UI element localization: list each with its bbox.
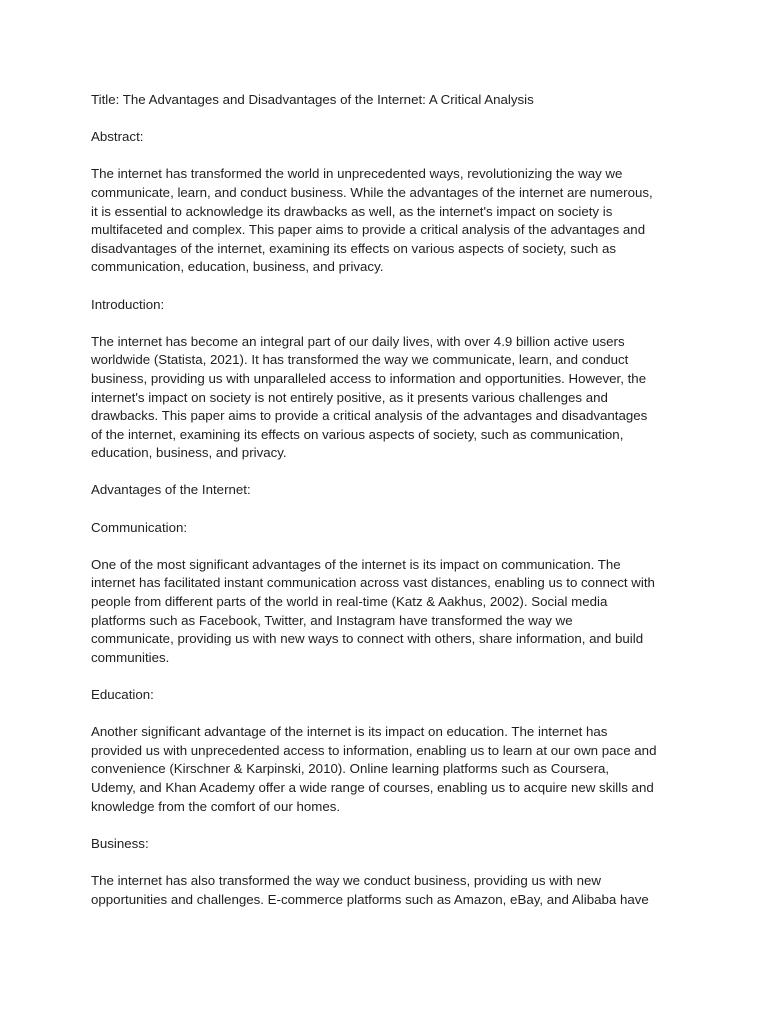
abstract-line: it is essential to acknowledge its drawbacks as well, as the internet's impact on society is — [91, 203, 613, 219]
document-title: Title: The Advantages and Disadvantages of the Internet: A Critical Analysis — [91, 92, 534, 107]
introduction-line: internet's impact on society is not entirely positive, as it presents various challenges and — [91, 389, 608, 405]
education-line: knowledge from the comfort of our homes. — [91, 798, 341, 814]
communication-line: people from different parts of the world in real-time (Katz & Aakhus, 2002). Social media — [91, 594, 608, 610]
education-line: Another significant advantage of the internet is its impact on education. The internet has — [91, 724, 608, 740]
abstract-paragraph — [91, 165, 691, 277]
introduction-line: drawbacks. This paper aims to provide a critical analysis of the advantages and disadvantages — [91, 408, 648, 424]
communication-line: platforms such as Facebook, Twitter, and Instagram have transformed the way we — [91, 612, 573, 628]
introduction-heading: Introduction: — [91, 296, 165, 312]
business-paragraph — [91, 872, 691, 909]
communication-line: One of the most significant advantages of the internet is its impact on communication. The — [91, 556, 621, 572]
business-line: The internet has also transformed the way we conduct business, providing us with new — [91, 872, 601, 888]
communication-line: communicate, providing us with new ways to connect with others, share information, and build — [91, 631, 644, 647]
document-body — [91, 91, 691, 928]
business-heading: Business: — [91, 835, 149, 851]
abstract-heading: Abstract: — [91, 129, 144, 145]
introduction-line: of the internet, examining its effects on various aspects of society, such as communication, — [91, 426, 624, 442]
introduction-line: education, business, and privacy. — [91, 445, 287, 461]
education-paragraph — [91, 723, 691, 816]
abstract-line: The internet has transformed the world in unprecedented ways, revolutionizing the way we — [91, 166, 623, 182]
abstract-line: communicate, learn, and conduct business. While the advantages of the internet are numerous, — [91, 184, 653, 200]
communication-heading: Communication: — [91, 519, 188, 535]
introduction-line: worldwide (Statista, 2021). It has transformed the way we communicate, learn, and conduct — [91, 352, 629, 368]
abstract-line: multifaceted and complex. This paper aims to provide a critical analysis of the advantages and — [91, 222, 646, 238]
communication-line: internet has facilitated instant communication across vast distances, enabling us to connect with — [91, 575, 655, 591]
abstract-line: disadvantages of the internet, examining its effects on various aspects of society, such as — [91, 240, 617, 256]
introduction-paragraph — [91, 333, 691, 463]
education-heading: Education: — [91, 687, 154, 702]
communication-line: communities. — [91, 649, 170, 665]
communication-paragraph — [91, 556, 691, 668]
education-line: convenience (Kirschner & Karpinski, 2010). Online learning platforms such as Coursera, — [91, 761, 610, 777]
introduction-line: business, providing us with unparalleled access to information and opportunities. However, the — [91, 370, 647, 386]
introduction-line: The internet has become an integral part of our daily lives, with over 4.9 billion active users — [91, 333, 625, 349]
business-line: opportunities and challenges. E-commerce platforms such as Amazon, eBay, and Alibaba have — [91, 891, 649, 907]
advantages-heading: Advantages of the Internet: — [91, 482, 251, 498]
education-line: provided us with unprecedented access to information, enabling us to learn at our own pace and — [91, 742, 657, 758]
abstract-line: communication, education, business, and privacy. — [91, 259, 384, 275]
education-line: Udemy, and Khan Academy offer a wide range of courses, enabling us to acquire new skills and — [91, 779, 654, 795]
